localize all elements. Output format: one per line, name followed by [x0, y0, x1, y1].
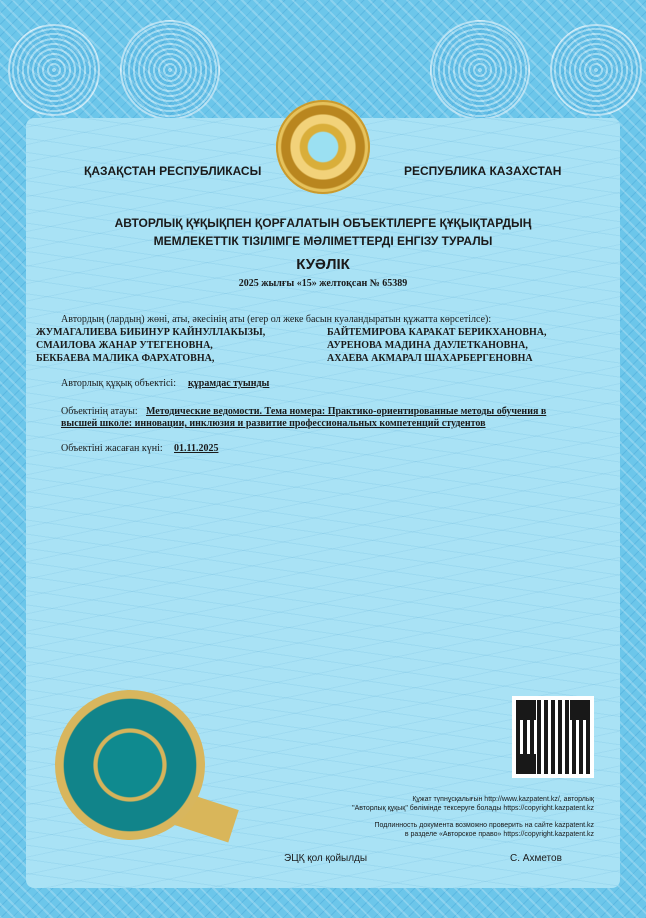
rosette-ornament — [120, 20, 220, 120]
author-name: БЕКБАЕВА МАЛИКА ФАРХАТОВНА, — [36, 353, 215, 364]
title-line-2: МЕМЛЕКЕТТІК ТІЗІЛІМГЕ МӘЛІМЕТТЕРДІ ЕНГІЗУ ТУРАЛЫ — [153, 234, 493, 248]
authors-label: Автордың (лардың) жөні, аты, әкесінің аты (егер ол жеке басын куәландыратын құжатта көрсетілсе): — [61, 314, 492, 325]
date-number: 2025 жылғы «15» желтоқсан № 65389 — [238, 278, 408, 289]
signatory-name: С. Ахметов — [510, 853, 562, 864]
object-type-value: құрамдас туынды — [188, 378, 270, 389]
author-name: ЖУМАГАЛИЕВА БИБИНУР КАЙНУЛЛАКЫЗЫ, — [36, 327, 266, 338]
rosette-ornament — [430, 20, 530, 120]
qr-code[interactable] — [512, 696, 594, 778]
author-name: СМАИЛОВА ЖАНАР УТЕГЕНОВНА, — [36, 340, 213, 351]
created-label: Объектіні жасаған күні: — [61, 443, 163, 454]
object-name-value-line-2: высшей школе: инновации, инклюзия и развитие профессиональных компетенций студентов — [61, 418, 486, 429]
author-name: БАЙТЕМИРОВА КАРАКАТ БЕРИКХАНОВНА, — [327, 327, 547, 338]
signature-label: ЭЦҚ қол қойылды — [284, 853, 368, 864]
header-right: РЕСПУБЛИКА КАЗАХСТАН — [404, 164, 562, 178]
object-type-label: Авторлық құқық объектісі: — [61, 378, 176, 389]
rosette-ornament — [8, 24, 100, 116]
title-line-1: АВТОРЛЫҚ ҚҰҚЫҚПЕН ҚОРҒАЛАТЫН ОБЪЕКТІЛЕРГЕ ҚҰҚЫҚТАРДЫҢ — [114, 216, 532, 230]
author-name: АУРЕНОВА МАДИНА ДАУЛЕТКАНОВНА, — [327, 340, 528, 351]
created-value: 01.11.2025 — [174, 443, 219, 454]
qr-pattern — [516, 700, 590, 774]
institute-seal — [55, 690, 205, 840]
verify-kz-line-1: Құжат түпнұсқалығын http://www.kazpatent.kz/, авторлық — [412, 796, 594, 803]
verify-ru-line-1: Подлинность документа возможно проверить на сайте kazpatent.kz — [374, 822, 594, 829]
rosette-ornament — [550, 24, 642, 116]
document-title: КУӘЛІК — [296, 256, 350, 273]
object-name-value-line-1: Методические ведомости. Тема номера: Практико-ориентированные методы обучения в — [146, 406, 547, 417]
state-emblem — [276, 100, 370, 194]
header-left: ҚАЗАҚСТАН РЕСПУБЛИКАСЫ — [84, 164, 262, 178]
verify-ru-line-2: в разделе «Авторское право» https://copyright.kazpatent.kz — [404, 831, 594, 838]
object-name-label: Объектінің атауы: — [61, 406, 138, 417]
author-name: АХАЕВА АКМАРАЛ ШАХАРБЕРГЕНОВНА — [327, 353, 533, 364]
verify-kz-line-2: "Авторлық құқық" бөлімінде тексеруге болады https://copyright.kazpatent.kz — [352, 805, 594, 812]
